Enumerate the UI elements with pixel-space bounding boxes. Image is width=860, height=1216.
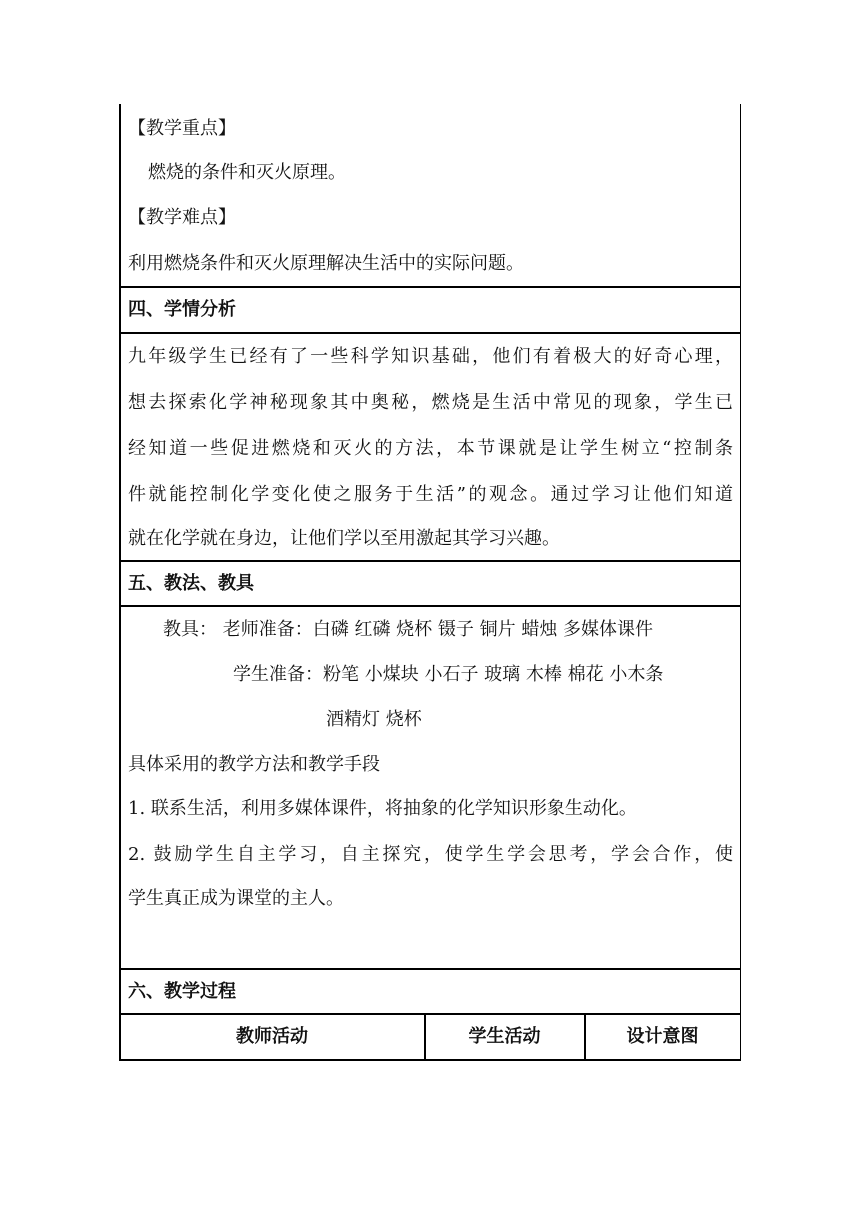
difficulty-text: 利用燃烧条件和灭火原理解决生活中的实际问题。	[128, 253, 524, 274]
paragraph-line: 九年级学生已经有了一些科学知识基础，他们有着极大的好奇心理，	[128, 346, 733, 367]
paragraph-line: 想去探索化学神秘现象其中奥秘，燃烧是生活中常见的现象，学生已	[128, 392, 733, 413]
row-divider	[119, 332, 741, 334]
column-header: 设计意图	[626, 1026, 699, 1047]
row-divider	[119, 286, 741, 288]
column-header: 学生活动	[468, 1026, 541, 1047]
difficulty-heading: 【教学难点】	[128, 207, 236, 228]
paragraph-line: 件就能控制化学变化使之服务于生活”的观念。通过学习让他们知道	[128, 484, 733, 505]
method-item: 2. 鼓励学生自主学习，自主探究，使学生学会思考，学会合作，使	[128, 844, 733, 865]
table-right-border	[740, 104, 742, 1061]
method-item: 学生真正成为课堂的主人。	[128, 888, 344, 909]
table-left-border	[119, 104, 121, 1061]
section-heading: 六、教学过程	[128, 981, 236, 1002]
tools-line: 学生准备：粉笔 小煤块 小石子 玻璃 木棒 棉花 小木条	[233, 664, 664, 685]
methods-intro: 具体采用的教学方法和教学手段	[128, 754, 380, 775]
key-point-text: 燃烧的条件和灭火原理。	[148, 162, 346, 183]
section-heading: 五、教法、教具	[128, 573, 254, 594]
key-point-heading: 【教学重点】	[128, 118, 236, 139]
table-bottom-border	[119, 1059, 741, 1061]
section-heading: 四、学情分析	[128, 299, 236, 320]
paragraph-line: 经知道一些促进燃烧和灭火的方法，本节课就是让学生树立“控制条	[128, 438, 733, 459]
row-divider	[119, 605, 741, 607]
tools-line: 酒精灯 烧杯	[326, 709, 422, 730]
row-divider	[119, 968, 741, 970]
column-header: 教师活动	[236, 1026, 308, 1047]
row-divider	[119, 1013, 741, 1015]
paragraph-line: 就在化学就在身边，让他们学以至用激起其学习兴趣。	[128, 528, 560, 549]
row-divider	[119, 560, 741, 562]
tools-line: 教具： 老师准备：白磷 红磷 烧杯 镊子 铜片 蜡烛 多媒体课件	[163, 619, 654, 640]
method-item: 1. 联系生活，利用多媒体课件，将抽象的化学知识形象生动化。	[128, 798, 637, 819]
